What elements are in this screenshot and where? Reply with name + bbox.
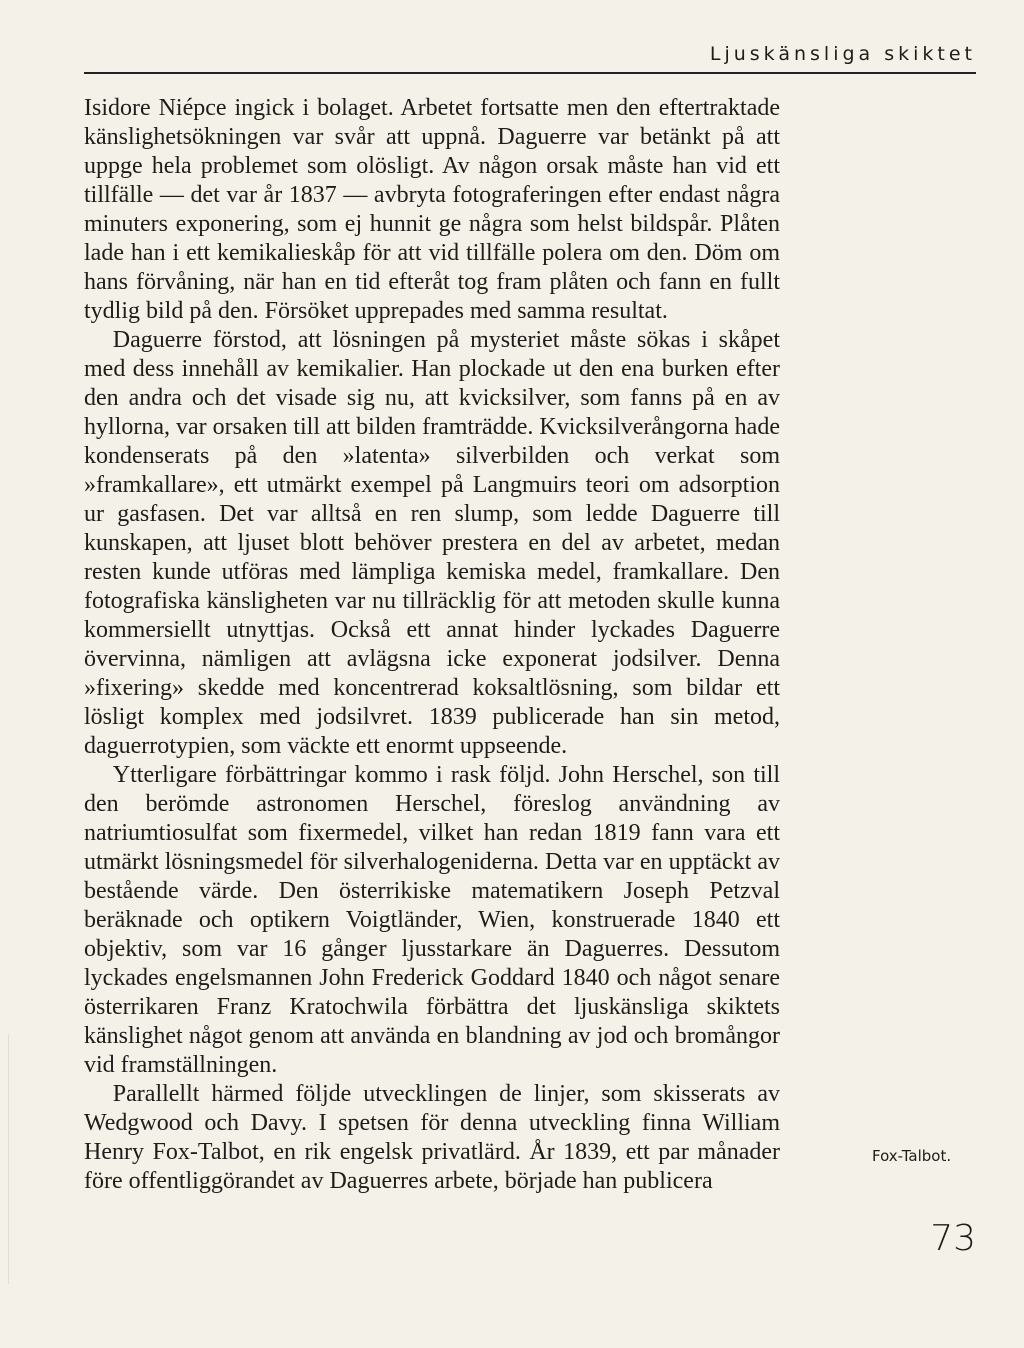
paragraph-2: Daguerre förstod, att lösningen på mysteriet måste sökas i skåpet med dess innehåll av kemikalier. Han plockade ut den ena burken efter den andra och det visade sig nu, att kvicksilver, som fanns på en av hyllorna, var orsaken till att bilden framträdde. Kvicksilverångorna hade kondenserats på den »latenta» silverbilden och verkat som »framkallare», ett utmärkt exempel på Langmuirs teori om adsorption ur gasfasen. Det var alltså en ren slump, som ledde Daguerre till kunskapen, att ljuset blott behöver prestera en del av arbetet, medan resten kunde utföras med lämpliga kemiska medel, framkallare. Den fotografiska känsligheten var nu tillräcklig för att metoden skulle kunna kommersiellt utnyttjas. Också ett annat hinder lyckades Daguerre övervinna, nämligen att avlägsna icke exponerat jodsilver. Denna »fixering» skedde med koncentrerad koksaltlösning, som bildar ett lösligt komplex med jodsilvret. 1839 publicerade han sin metod, daguerrotypien, som väckte ett enormt uppseende.: [84, 327, 780, 759]
page-number: 73: [930, 1218, 976, 1259]
main-text: [84, 94, 780, 1196]
header-rule: [84, 72, 976, 74]
running-title: Ljuskänsliga skiktet: [709, 43, 976, 65]
margin-note: Fox-Talbot.: [872, 1147, 952, 1165]
scan-edge-line: [8, 1034, 9, 1284]
paragraph-4: Parallellt härmed följde utvecklingen de linjer, som skisserats av Wedgwood och Davy. I spetsen för denna utveckling finna William Henry Fox-Talbot, en rik engelsk privatlärd. År 1839, ett par månader före offentliggörandet av Daguerres arbete, började han publicera: [84, 1081, 780, 1194]
paragraph-1: Isidore Niépce ingick i bolaget. Arbetet fortsatte men den eftertraktade känslighetsökningen var svår att uppnå. Daguerre var betänkt på att uppge hela problemet som olösligt. Av någon orsak måste han vid ett tillfälle — det var år 1837 — avbryta fotograferingen efter endast några minuters exponering, som ej hunnit ge några som helst bildspår. Plåten lade han i ett kemikalieskåp för att vid tillfälle polera om den. Döm om hans förvåning, när han en tid efteråt tog fram plåten och fann en fullt tydlig bild på den. Försöket upprepades med samma resultat.: [84, 95, 780, 324]
paragraph-3: Ytterligare förbättringar kommo i rask följd. John Herschel, son till den berömde astronomen Herschel, föreslog användning av natriumtiosulfat som fixermedel, vilket han redan 1819 fann vara ett utmärkt lösningsmedel för silverhalogeniderna. Detta var en upptäckt av bestående värde. Den österrikiske matematikern Joseph Petzval beräknade och optikern Voigtländer, Wien, konstruerade 1840 ett objektiv, som var 16 gånger ljusstarkare än Daguerres. Dessutom lyckades engelsmannen John Frederick Goddard 1840 och något senare österrikaren Franz Kratochwila förbättra det ljuskänsliga skiktets känslighet något genom att använda en blandning av jod och bromångor vid framställningen.: [84, 762, 780, 1078]
